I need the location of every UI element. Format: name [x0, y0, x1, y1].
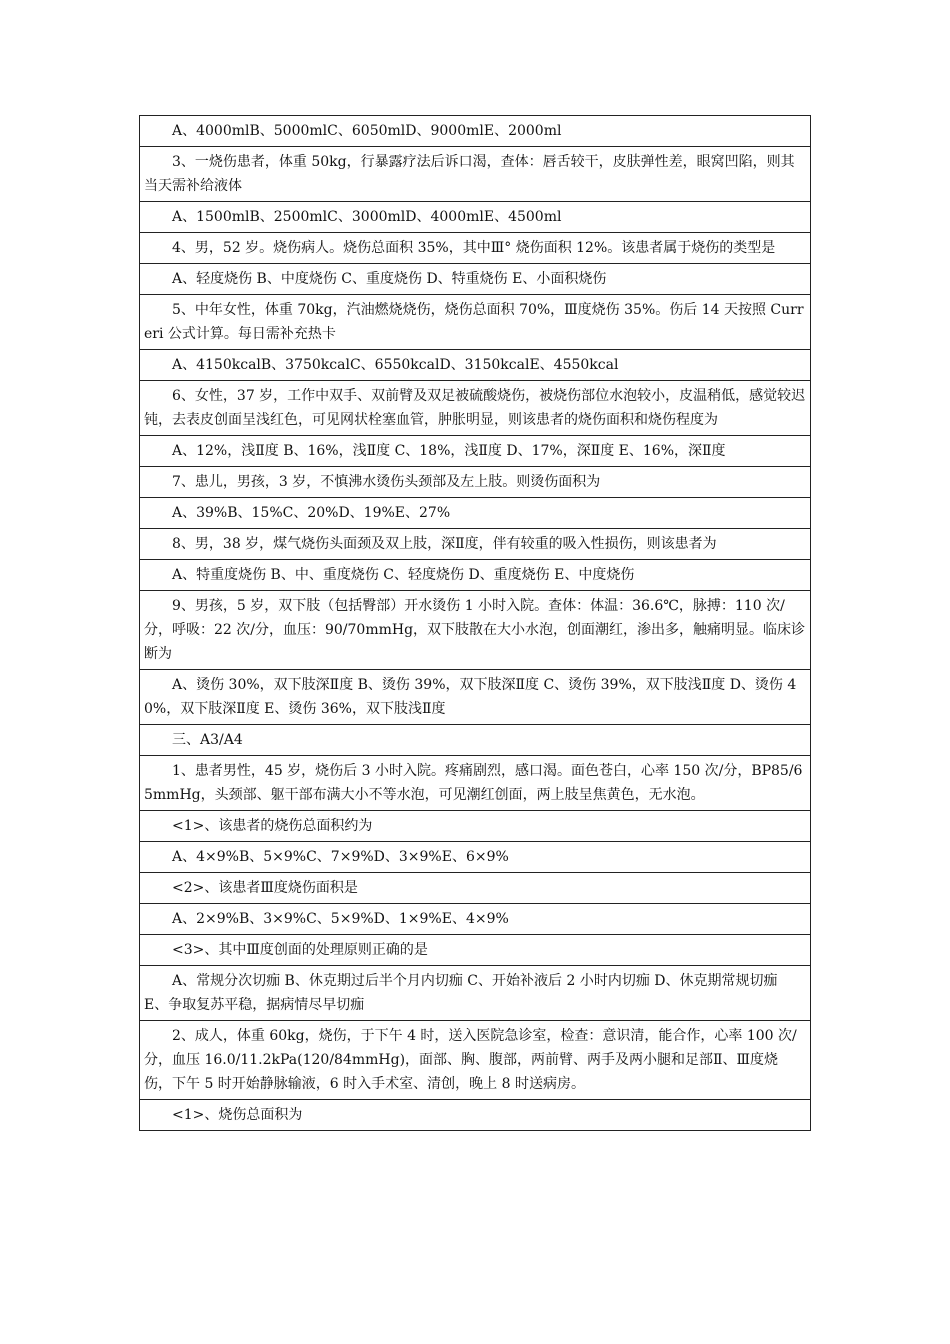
table-row — [140, 904, 811, 935]
options-text: A、4000mlB、5000mlC、6050mlD、9000mlE、2000ml — [140, 116, 811, 147]
table-row — [140, 670, 811, 725]
case-text: 1、患者男性，45 岁，烧伤后 3 小时入院。疼痛剧烈，感口渴。面色苍白，心率 150 次/分，BP85/65mmHg，头颈部、躯干部布满大小不等水泡，可见潮红创面，两上肢呈焦黄色，无水泡。 — [140, 756, 811, 811]
table-row — [140, 295, 811, 350]
table-row — [140, 233, 811, 264]
options-text: A、39%B、15%C、20%D、19%E、27% — [140, 498, 811, 529]
table-row — [140, 1021, 811, 1100]
options-text: A、12%，浅Ⅱ度 B、16%，浅Ⅱ度 C、18%，浅Ⅱ度 D、17%，深Ⅱ度 E、16%，深Ⅱ度 — [140, 436, 811, 467]
options-text: A、4×9%B、5×9%C、7×9%D、3×9%E、6×9% — [140, 842, 811, 873]
options-text: A、4150kcalB、3750kcalC、6550kcalD、3150kcalE、4550kcal — [140, 350, 811, 381]
table-row — [140, 756, 811, 811]
options-text: A、特重度烧伤 B、中、重度烧伤 C、轻度烧伤 D、重度烧伤 E、中度烧伤 — [140, 560, 811, 591]
section-heading: 三、A3/A4 — [140, 725, 811, 756]
case-text: 2、成人，体重 60kg，烧伤，于下午 4 时，送入医院急诊室，检查：意识清，能合作，心率 100 次/分，血压 16.0/11.2kPa(120/84mmHg)，面部、胸、腹部，两前臂、两手及两小腿和足部Ⅱ、Ⅲ度烧伤，下午 5 时开始静脉输液，6 时入手术室、清创，晚上 8 时送病房。 — [140, 1021, 811, 1100]
question-text: 7、患儿，男孩，3 岁，不慎沸水烫伤头颈部及左上肢。则烫伤面积为 — [140, 467, 811, 498]
table-row — [140, 811, 811, 842]
options-text: A、轻度烧伤 B、中度烧伤 C、重度烧伤 D、特重烧伤 E、小面积烧伤 — [140, 264, 811, 295]
table-row — [140, 381, 811, 436]
sub-question-text: <1>、烧伤总面积为 — [140, 1100, 811, 1131]
question-text: 8、男，38 岁，煤气烧伤头面颈及双上肢，深Ⅱ度，伴有较重的吸入性损伤，则该患者为 — [140, 529, 811, 560]
options-text: A、烫伤 30%，双下肢深Ⅱ度 B、烫伤 39%，双下肢深Ⅱ度 C、烫伤 39%，双下肢浅Ⅱ度 D、烫伤 40%，双下肢深Ⅱ度 E、烫伤 36%，双下肢浅Ⅱ度 — [140, 670, 811, 725]
table-row — [140, 116, 811, 147]
question-table — [139, 115, 811, 1131]
options-text: A、1500mlB、2500mlC、3000mlD、4000mlE、4500ml — [140, 202, 811, 233]
table-row — [140, 966, 811, 1021]
table-row — [140, 436, 811, 467]
table-row — [140, 498, 811, 529]
question-text: 4、男，52 岁。烧伤病人。烧伤总面积 35%，其中Ⅲ° 烧伤面积 12%。该患者属于烧伤的类型是 — [140, 233, 811, 264]
sub-question-text: <2>、该患者Ⅲ度烧伤面积是 — [140, 873, 811, 904]
options-text: A、2×9%B、3×9%C、5×9%D、1×9%E、4×9% — [140, 904, 811, 935]
question-text: 9、男孩，5 岁，双下肢（包括臀部）开水烫伤 1 小时入院。查体：体温：36.6℃，脉搏：110 次/分，呼吸：22 次/分，血压：90/70mmHg，双下肢散在大小水泡，创面潮红，渗出多，触痛明显。临床诊断为 — [140, 591, 811, 670]
table-row — [140, 935, 811, 966]
table-row — [140, 467, 811, 498]
sub-question-text: <3>、其中Ⅲ度创面的处理原则正确的是 — [140, 935, 811, 966]
table-row — [140, 350, 811, 381]
table-row — [140, 147, 811, 202]
question-text: 6、女性，37 岁，工作中双手、双前臂及双足被硫酸烧伤，被烧伤部位水泡较小，皮温稍低，感觉较迟钝，去表皮创面呈浅红色，可见网状栓塞血管，肿胀明显，则该患者的烧伤面积和烧伤程度为 — [140, 381, 811, 436]
sub-question-text: <1>、该患者的烧伤总面积约为 — [140, 811, 811, 842]
table-row — [140, 264, 811, 295]
table-row — [140, 842, 811, 873]
table-row — [140, 202, 811, 233]
table-row — [140, 725, 811, 756]
table-row — [140, 560, 811, 591]
table-row — [140, 873, 811, 904]
table-row — [140, 591, 811, 670]
table-row — [140, 529, 811, 560]
question-text: 3、一烧伤患者，体重 50kg，行暴露疗法后诉口渴，查体：唇舌较干，皮肤弹性差，眼窝凹陷，则其当天需补给液体 — [140, 147, 811, 202]
table-row — [140, 1100, 811, 1131]
question-text: 5、中年女性，体重 70kg，汽油燃烧烧伤，烧伤总面积 70%，Ⅲ度烧伤 35%。伤后 14 天按照 Curreri 公式计算。每日需补充热卡 — [140, 295, 811, 350]
options-text: A、常规分次切痂 B、休克期过后半个月内切痂 C、开始补液后 2 小时内切痂 D、休克期常规切痂 E、争取复苏平稳，据病情尽早切痂 — [140, 966, 811, 1021]
